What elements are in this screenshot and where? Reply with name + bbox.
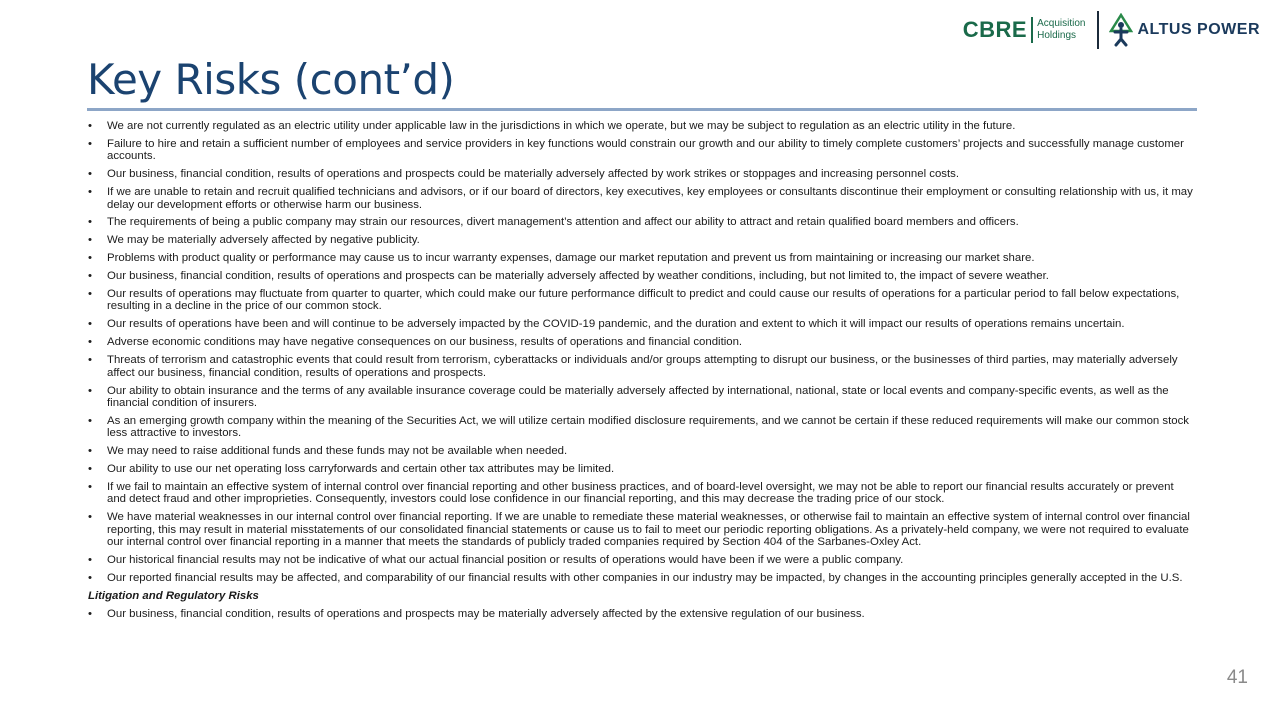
risk-item: • Our ability to use our net operating loss carryforwards and certain other tax attributes may be limited. [88, 463, 1193, 475]
risk-item: • We may need to raise additional funds and these funds may not be available when needed. [88, 445, 1193, 457]
altus-power-wordmark: ALTUS POWER [1137, 21, 1260, 38]
cbre-logo [963, 17, 1086, 43]
page-number: 41 [1226, 667, 1248, 688]
risk-item: • If we fail to maintain an effective system of internal control over financial reporting and other business practices, and of board-level oversight, we may not be able to report our financial results accurately or prevent and detect fraud and other improprieties. Consequently, investors could lose confidence in our financial reporting, and this may decrease the trading price of our stock. [88, 481, 1193, 506]
cbre-wordmark: CBRE [962, 17, 1028, 42]
page-title: Key Risks (cont’d) [87, 55, 455, 104]
altus-figure-icon [1109, 13, 1133, 47]
risk-item: • The requirements of being a public company may strain our resources, divert management’s attention and affect our ability to attract and retain qualified board members and officers. [88, 216, 1193, 228]
risk-item: • Our results of operations may fluctuate from quarter to quarter, which could make our future performance difficult to predict and could cause our results of operations for a particular period to fall below expectations, resulting in a decline in the price of our common stock. [88, 288, 1193, 313]
header-logos [963, 10, 1260, 50]
risk-item: • Our historical financial results may not be indicative of what our actual financial position or results of operations would have been if we were a public company. [88, 554, 1193, 566]
risk-item: • Problems with product quality or performance may cause us to incur warranty expenses, damage our market reputation and prevent us from maintaining or increasing our market share. [88, 252, 1193, 264]
risk-item: • Threats of terrorism and catastrophic events that could result from terrorism, cyberattacks or individuals and/or groups attempting to disrupt our business, or the businesses of third parties, may materially adversely affect our business, financial condition, results of operations and prospects. [88, 354, 1193, 379]
risk-item: • Our ability to obtain insurance and the terms of any available insurance coverage could be materially adversely affected by international, national, state or local events and company-specific events, as well as the financial condition of insurers. [88, 385, 1193, 410]
risk-item: • Adverse economic conditions may have negative consequences on our business, results of operations and financial condition. [88, 336, 1193, 348]
risk-item: • Our business, financial condition, results of operations and prospects can be materially adversely affected by weather conditions, including, but not limited to, the impact of severe weather. [88, 270, 1193, 282]
cbre-logo-separator [1031, 17, 1033, 43]
risk-item: • If we are unable to retain and recruit qualified technicians and advisors, or if our board of directors, key executives, key employees or consultants discontinue their employment or consulting relationship with us, it may delay our development efforts or otherwise harm our business. [88, 186, 1193, 211]
risk-item: • Our business, financial condition, results of operations and prospects may be materially adversely affected by the extensive regulation of our business. [88, 608, 1193, 620]
risk-item: • Failure to hire and retain a sufficient number of employees and service providers in key functions would constrain our growth and our ability to timely complete customers’ projects and successfully manage customer accounts. [88, 138, 1193, 163]
title-rule [87, 108, 1197, 111]
section-heading-litigation: Litigation and Regulatory Risks [88, 589, 259, 602]
logo-divider [1097, 11, 1099, 49]
risk-item: • We have material weaknesses in our internal control over financial reporting. If we are unable to remediate these material weaknesses, or otherwise fail to maintain an effective system of internal control over financial reporting, this may result in material misstatements of our consolidated financial statements or cause us to fail to meet our periodic reporting obligations. As a privately-held company, we were not required to evaluate our internal control over financial reporting in a manner that meets the standards of publicly traded companies required by Section 404 of the Sarbanes-Oxley Act. [88, 511, 1193, 548]
cbre-logo-subtitle [1037, 18, 1085, 42]
risk-item: • Our reported financial results may be affected, and comparability of our financial results with other companies in our industry may be impacted, by changes in the accounting principles generally accepted in the U.S. [88, 572, 1193, 584]
cbre-subtitle-line-2: Holdings [1037, 30, 1077, 41]
risk-item: • Our business, financial condition, results of operations and prospects could be materially adversely affected by work strikes or stoppages and increasing personnel costs. [88, 168, 1193, 180]
risk-item: • Our results of operations have been and will continue to be adversely impacted by the COVID-19 pandemic, and the duration and extent to which it will impact our results of operations remains uncertain. [88, 318, 1193, 330]
risk-list [88, 120, 1193, 626]
risk-item: • We are not currently regulated as an electric utility under applicable law in the jurisdictions in which we operate, but we may be subject to regulation as an electric utility in the future. [88, 120, 1193, 132]
risk-item: • We may be materially adversely affected by negative publicity. [88, 234, 1193, 246]
altus-power-logo [1109, 13, 1260, 47]
cbre-subtitle-line-1: Acquisition [1037, 18, 1086, 29]
risk-item: • As an emerging growth company within the meaning of the Securities Act, we will utilize certain modified disclosure requirements, and we cannot be certain if these reduced requirements will make our common stock less attractive to investors. [88, 415, 1193, 440]
